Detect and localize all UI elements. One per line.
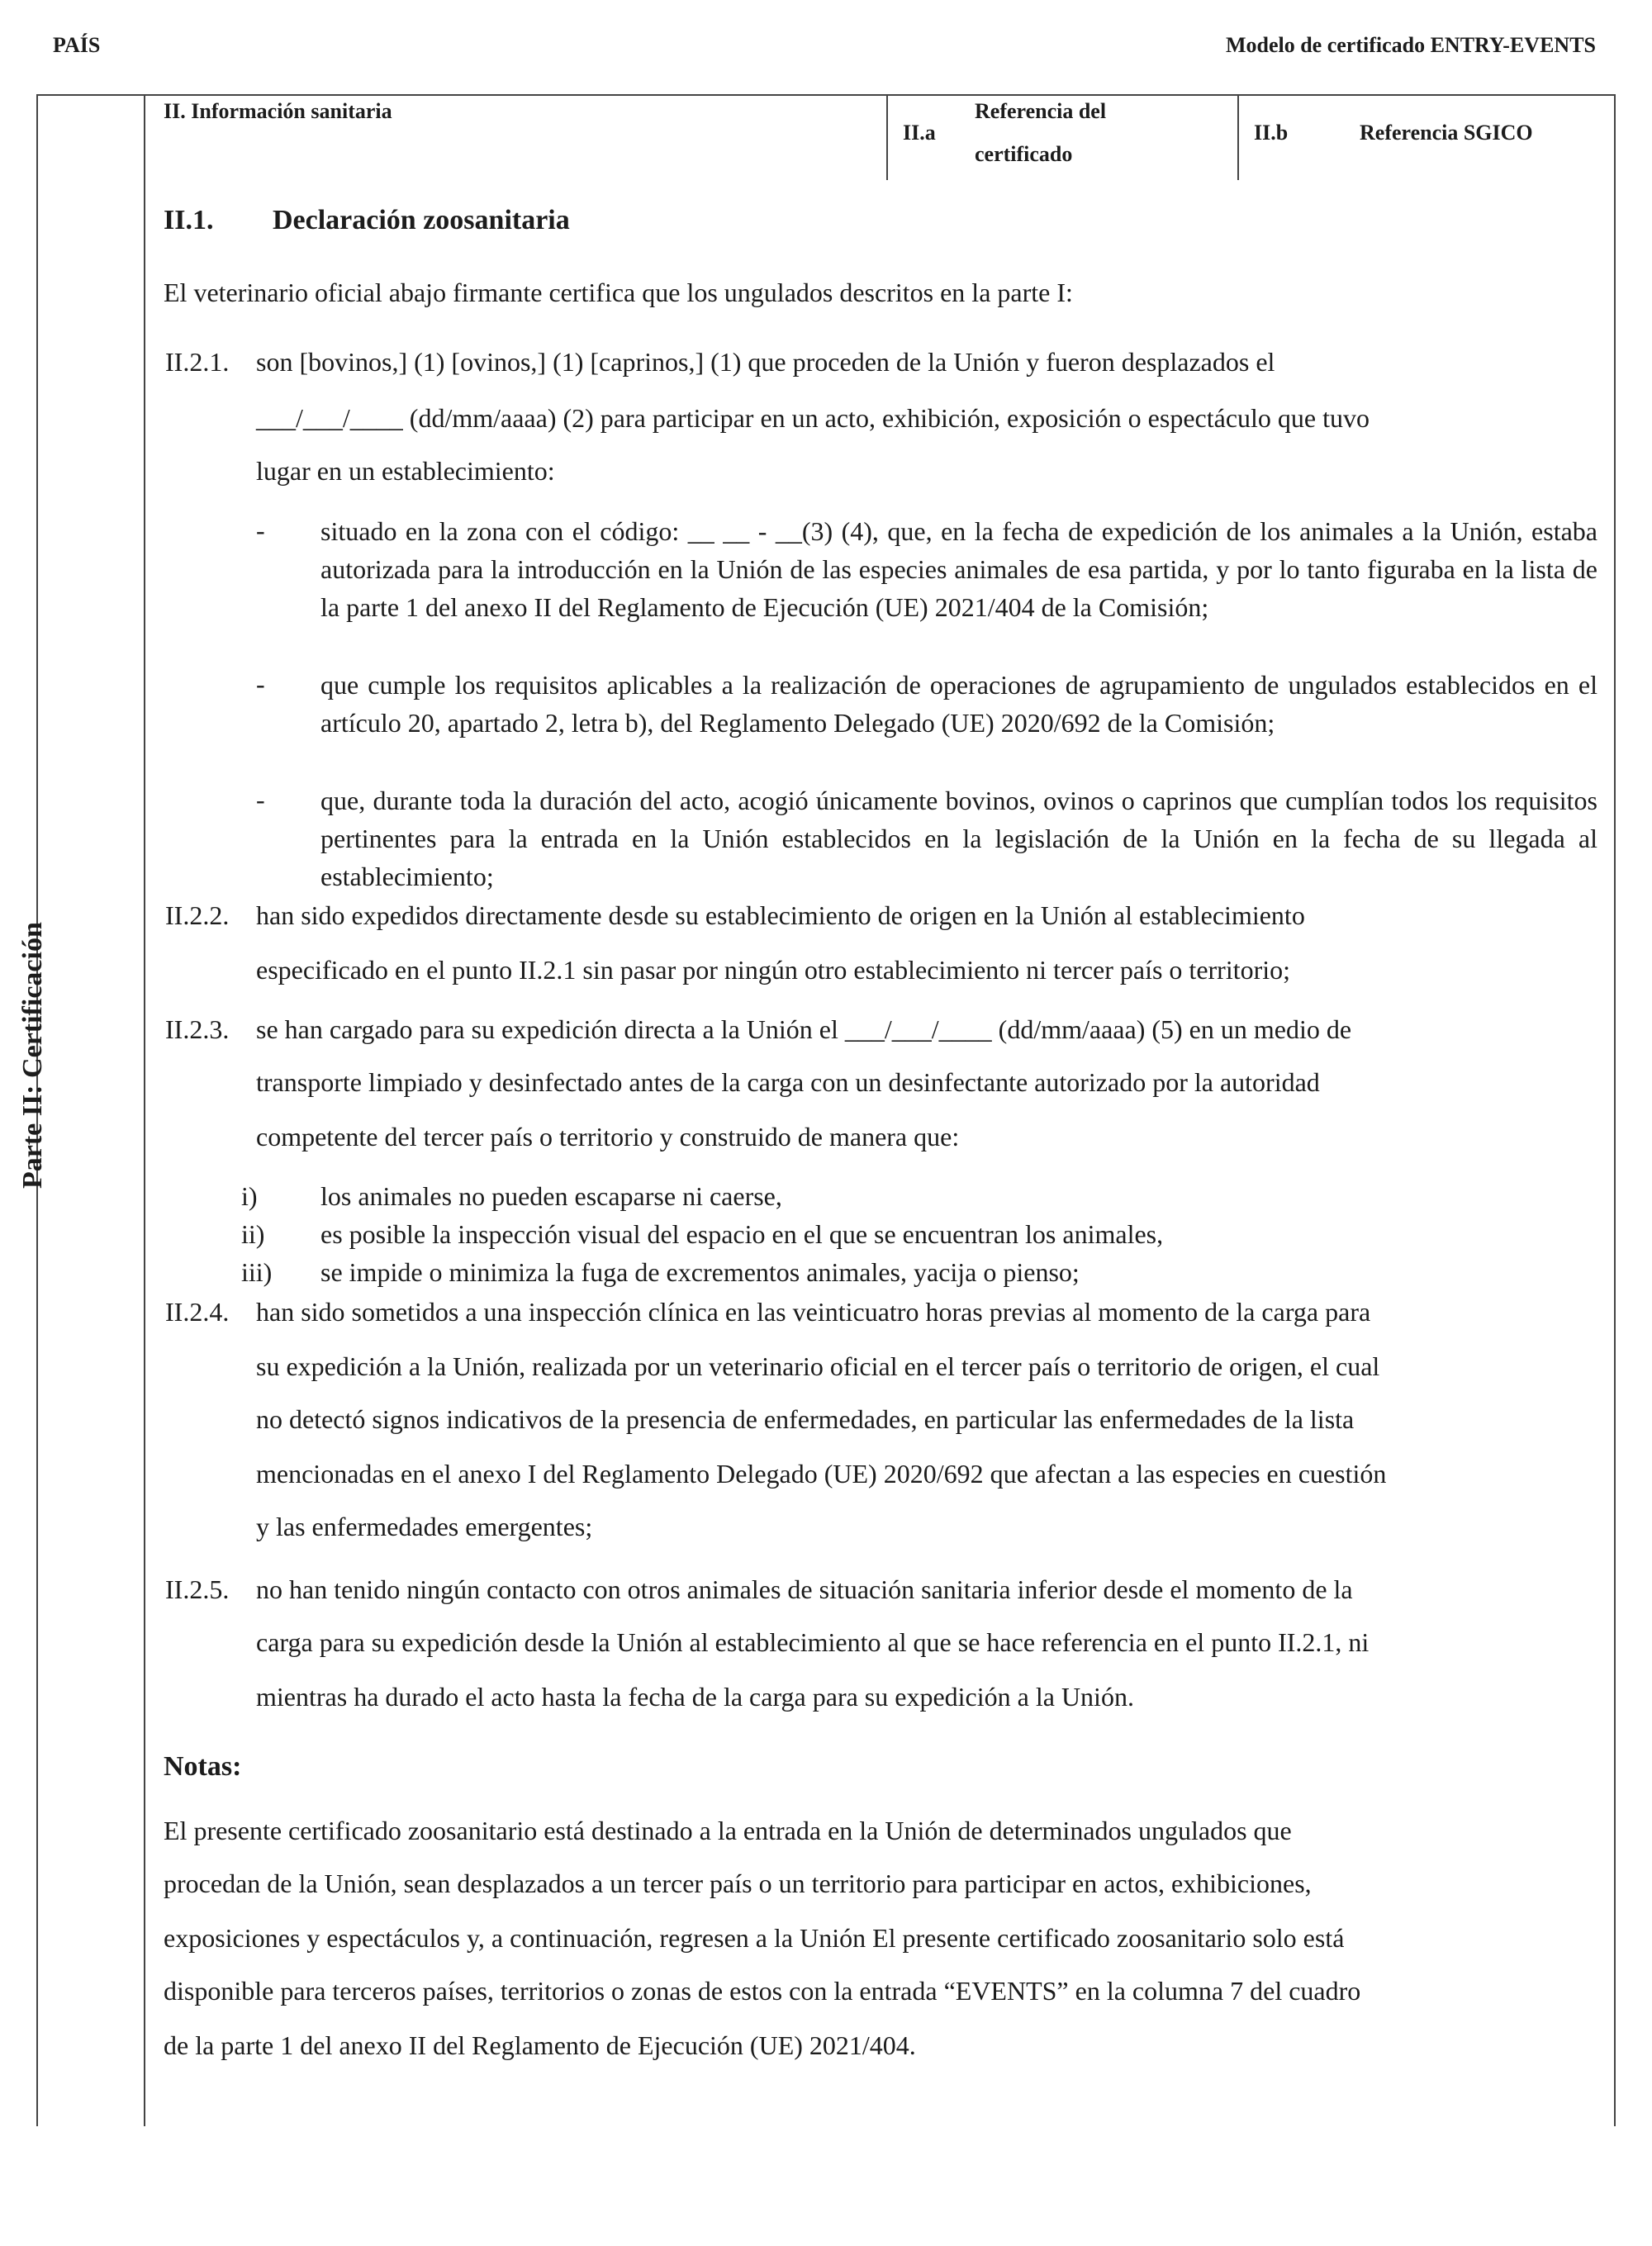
- item-text: son [bovinos,] (1) [ovinos,] (1) [caprinos,] (1) que proceden de la Unión y fueron desplazados el: [256, 347, 1275, 377]
- item-text: no detectó signos indicativos de la presencia de enfermedades, en particular las enfermedades de la lista: [256, 1404, 1355, 1434]
- roman-marker: iii): [241, 1257, 273, 1287]
- item-text: su expedición a la Unión, realizada por un veterinario oficial en el tercer país o territorio de origen, el cual: [256, 1351, 1380, 1381]
- ref-label-line2: certificado: [975, 142, 1073, 166]
- item-number: II.2.1.: [165, 347, 230, 377]
- item-text: no han tenido ningún contacto con otros animales de situación sanitaria inferior desde el momento de la: [256, 1574, 1353, 1604]
- section-heading: II. Información sanitaria: [164, 99, 392, 123]
- item-number: II.2.2.: [165, 900, 230, 930]
- roman-marker: i): [241, 1181, 258, 1211]
- sgico-code: II.b: [1254, 121, 1289, 145]
- certificate-model: Modelo de certificado ENTRY-EVENTS: [1225, 33, 1596, 57]
- side-label: Parte II: Certificación: [17, 922, 48, 1189]
- item-text: han sido expedidos directamente desde su establecimiento de origen en la Unión al establecimiento: [256, 900, 1305, 930]
- bullet-dash: -: [256, 515, 265, 545]
- notes-title: Notas:: [164, 1751, 242, 1782]
- roman-text: es posible la inspección visual del espacio en el que se encuentran los animales,: [320, 1219, 1164, 1249]
- item-text: y las enfermedades emergentes;: [256, 1512, 593, 1541]
- bullet-dash: -: [256, 669, 265, 699]
- item-text: carga para su expedición desde la Unión al establecimiento al que se hace referencia en el punto II.2.1, ni: [256, 1627, 1370, 1657]
- section-intro: El veterinario oficial abajo firmante certifica que los ungulados descritos en la parte I:: [164, 278, 1073, 307]
- notes-text: disponible para terceros países, territorios o zonas de estos con la entrada “EVENTS” en la columna 7 del cuadro: [164, 1976, 1361, 2006]
- item-number: II.2.5.: [165, 1574, 230, 1604]
- item-number: II.2.3.: [165, 1014, 230, 1044]
- item-text: ___/___/____ (dd/mm/aaaa) (2) para participar en un acto, exhibición, exposición o espectáculo que tuvo: [256, 403, 1370, 433]
- frame-inner-line: [144, 94, 145, 2126]
- frame-right-line: [1614, 94, 1616, 2126]
- bullet-text: situado en la zona con el código: __ __ - __(3) (4), que, en la fecha de expedición de los animales a la Unión, estaba autorizada para la introducción en la Unión de las especies animales de esa partida, y por lo tanto figuraba en la lista de la parte 1 del anexo II del Reglamento de Ejecución (UE) 2021/404 de la Comisión;: [320, 516, 1597, 622]
- ref-code: II.a: [903, 121, 936, 145]
- item-text: han sido sometidos a una inspección clínica en las veinticuatro horas previas al momento de la carga para: [256, 1297, 1371, 1327]
- roman-text: se impide o minimiza la fuga de excrementos animales, yacija o pienso;: [320, 1257, 1080, 1287]
- section-title: Declaración zoosanitaria: [273, 205, 570, 235]
- sgico-label: Referencia SGICO: [1360, 121, 1533, 145]
- item-text: transporte limpiado y desinfectado antes de la carga con un desinfectante autorizado por la autoridad: [256, 1067, 1320, 1097]
- country-label: PAÍS: [53, 33, 101, 57]
- bullet-text: que cumple los requisitos aplicables a la realización de operaciones de agrupamiento de ungulados establecidos en el artículo 20, apartado 2, letra b), del Reglamento Delegado (UE) 2020/692 de la Comisión;: [320, 670, 1597, 738]
- header-divider-a: [886, 94, 888, 180]
- roman-marker: ii): [241, 1219, 265, 1249]
- header-divider-b: [1237, 94, 1239, 180]
- item-text: lugar en un establecimiento:: [256, 456, 555, 486]
- item-text: se han cargado para su expedición directa a la Unión el ___/___/____ (dd/mm/aaaa) (5) en un medio de: [256, 1014, 1352, 1044]
- notes-text: procedan de la Unión, sean desplazados a un tercer país o un territorio para participar en actos, exhibiciones,: [164, 1869, 1312, 1898]
- item-text: mientras ha durado el acto hasta la fecha de la carga para su expedición a la Unión.: [256, 1682, 1134, 1712]
- roman-text: los animales no pueden escaparse ni caerse,: [320, 1181, 782, 1211]
- section-number: II.1.: [164, 205, 214, 235]
- ref-label-line1: Referencia del: [975, 99, 1107, 123]
- item-text: competente del tercer país o territorio y construido de manera que:: [256, 1122, 960, 1151]
- notes-text: El presente certificado zoosanitario está destinado a la entrada en la Unión de determinados ungulados que: [164, 1816, 1292, 1845]
- item-text: mencionadas en el anexo I del Reglamento Delegado (UE) 2020/692 que afectan a las especies en cuestión: [256, 1459, 1387, 1489]
- bullet-text: que, durante toda la duración del acto, acogió únicamente bovinos, ovinos o caprinos que cumplían todos los requisitos pertinentes para la entrada en la Unión establecidos en la legislación de la Unión en la fecha de su llegada al establecimiento;: [320, 786, 1597, 891]
- item-number: II.2.4.: [165, 1297, 230, 1327]
- notes-text: de la parte 1 del anexo II del Reglamento de Ejecución (UE) 2021/404.: [164, 2030, 916, 2060]
- frame-top-line: [36, 94, 1616, 96]
- item-text: especificado en el punto II.2.1 sin pasar por ningún otro establecimiento ni tercer país o territorio;: [256, 955, 1291, 985]
- bullet-dash: -: [256, 785, 265, 814]
- notes-text: exposiciones y espectáculos y, a continuación, regresen a la Unión El presente certificado zoosanitario solo está: [164, 1923, 1345, 1953]
